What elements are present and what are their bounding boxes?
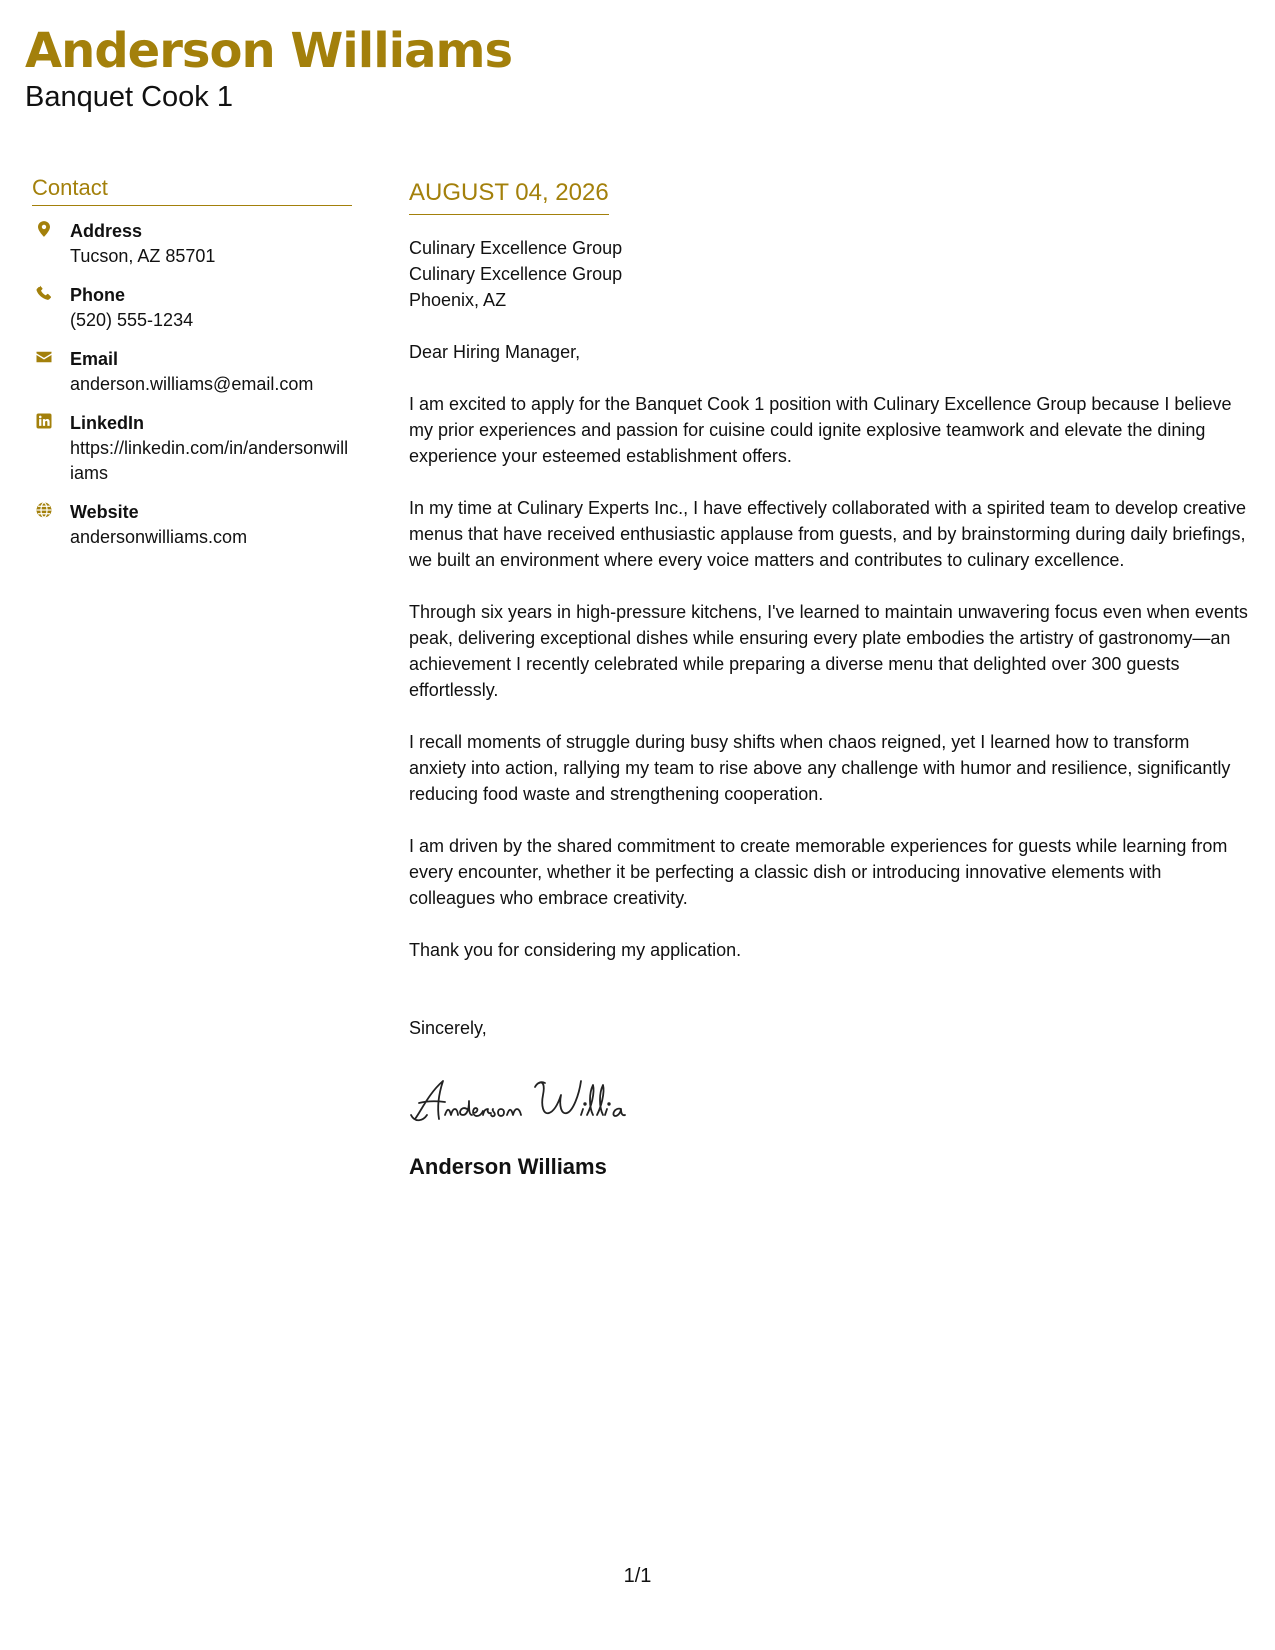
- job-title: Banquet Cook 1: [25, 81, 233, 113]
- signature-drawing: [409, 1071, 679, 1131]
- address-value: Tucson, AZ 85701: [70, 246, 216, 266]
- linkedin-label: LinkedIn: [70, 413, 145, 433]
- letter-paragraph: In my time at Culinary Experts Inc., I have effectively collaborated with a spirited team to develop creative menus that have received enthusiastic applause from guests, and by brainstorming during daily briefings, we built an environment where every voice matters and contributes to culinary excellence.: [409, 498, 1247, 570]
- website-label: Website: [70, 502, 139, 522]
- closing: Sincerely,: [409, 1018, 487, 1038]
- email-label: Email: [70, 349, 119, 369]
- address-label: Address: [70, 221, 143, 241]
- letter-paragraph: I am excited to apply for the Banquet Cook 1 position with Culinary Excellence Group because I believe my prior experiences and passion for cuisine could ignite explosive teamwork and elevate the dining experience your esteemed establishment offers.: [409, 394, 1232, 466]
- handwritten-signature: [409, 1071, 1249, 1131]
- letter-body: [409, 178, 1249, 1181]
- header: [25, 22, 512, 114]
- signer-name: Anderson Williams: [409, 1154, 607, 1179]
- letter-date: AUGUST 04, 2026: [409, 178, 609, 215]
- recipient-line: Phoenix, AZ: [409, 290, 507, 310]
- location-pin-icon: [35, 220, 53, 238]
- recipient-line: Culinary Excellence Group: [409, 238, 623, 258]
- letter-paragraph: Through six years in high-pressure kitchens, I've learned to maintain unwavering focus even when events peak, delivering exceptional dishes while ensuring every plate embodies the artistry of gastronomy—an achievement I recently celebrated while preparing a diverse menu that delighted over 300 guests effortlessly.: [409, 602, 1248, 700]
- linkedin-icon: [35, 412, 53, 430]
- phone-value: (520) 555-1234: [70, 310, 194, 330]
- contact-item-address: [32, 219, 352, 269]
- recipient-block: [409, 235, 1249, 313]
- letter-paragraph: Thank you for considering my application.: [409, 940, 742, 960]
- salutation: Dear Hiring Manager,: [409, 342, 581, 362]
- phone-label: Phone: [70, 285, 126, 305]
- envelope-icon: [35, 348, 53, 366]
- email-value: anderson.williams@email.com: [70, 374, 314, 394]
- letter-paragraph: I am driven by the shared commitment to create memorable experiences for guests while learning from every encounter, whether it be perfecting a classic dish or introducing innovative elements with colleagues who embrace creativity.: [409, 836, 1228, 908]
- contact-item-website: [32, 500, 352, 550]
- contact-item-phone: [32, 283, 352, 333]
- contact-heading: Contact: [32, 175, 352, 206]
- recipient-line: Culinary Excellence Group: [409, 264, 623, 284]
- letter-paragraph: I recall moments of struggle during busy shifts when chaos reigned, yet I learned how to transform anxiety into action, rallying my team to rise above any challenge with humor and resilience, significantly reducing food waste and strengthening cooperation.: [409, 732, 1231, 804]
- globe-icon: [35, 501, 53, 519]
- page-number: 1/1: [623, 1565, 652, 1587]
- contact-item-email: [32, 347, 352, 397]
- phone-icon: [35, 284, 53, 302]
- applicant-name: Anderson Williams: [25, 23, 513, 79]
- contact-sidebar: [32, 175, 352, 564]
- contact-item-linkedin: [32, 411, 352, 486]
- website-value: andersonwilliams.com: [70, 527, 248, 547]
- linkedin-value: https://linkedin.com/in/andersonwilliams: [70, 438, 349, 483]
